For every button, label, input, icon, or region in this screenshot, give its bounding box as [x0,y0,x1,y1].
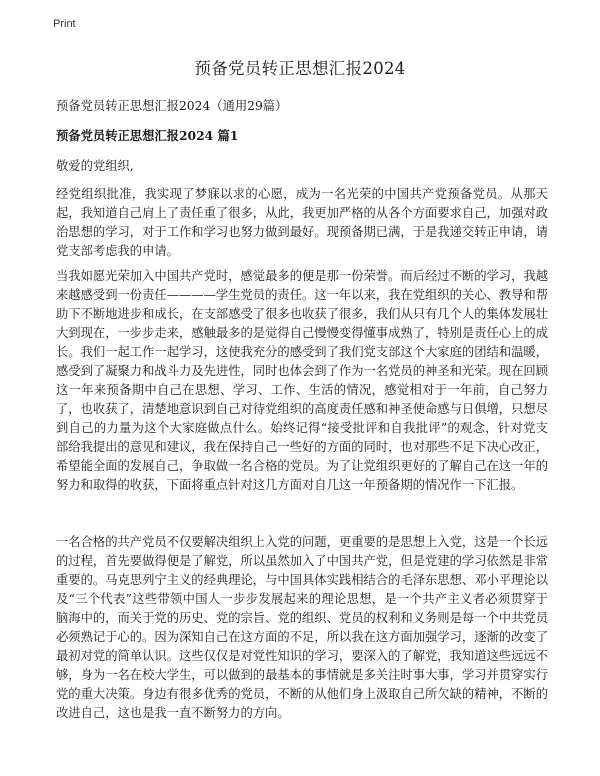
print-button[interactable]: Print [53,18,76,30]
document-subtitle: 预备党员转正思想汇报2024（通用29篇） [56,99,288,113]
salutation: 敬爱的党组织, [56,159,134,173]
section-heading: 预备党员转正思想汇报2024 篇1 [56,128,239,143]
body-paragraph: 一名合格的共产党员不仅要解决组织上入党的问题，更重要的是思想上入党，这是一个长远的过程，首先要做得便是了解党，所以虽然加入了中国共产党，但是党建的学习依然是非常重要的。马克思列宁主义的经典理论，与中国具体实践相结合的毛泽东思想、邓小平理论以及“三个代表”这些带领中国人一步步发展起来的理论思想，是一个共产主义者必须贯穿于脑海中的，而关于党的历史、党的宗旨、党的组织、党员的权利和义务则是每一个中共党员必须熟记于心的。因为深知自己在这方面的不足，所以我在这方面加强学习，逐渐的改变了最初对党的简单认识。这些仅仅是对党性知识的学习，要深入的了解党，我知道这些远远不够，身为一名在校大学生，可以做到的最基本的事情就是多关注时事大事，学习并贯穿实行党的重大决策。身边有很多优秀的党员，不断的从他们身上汲取自己所欠缺的精神，不断的改进自己，这也是我一直不断努力的方向。 [56,535,548,720]
body-paragraph: 经党组织批准，我实现了梦寐以求的心愿，成为一名光荣的中国共产党预备党员。从那天起，我知道自己肩上了责任重了很多，从此，我更加严格的从各个方面要求自己，加强对政治思想的学习，对于工作和学习也努力做到最好。现预备期已满，于是我递交转正申请，请党支部考虑我的申请。 [56,187,548,258]
body-paragraph: 当我如愿光荣加入中国共产党时，感觉最多的便是那一份荣誉。而后经过不断的学习，我越来越感受到一份责任————学生党员的责任。这一年以来，我在党组织的关心、教导和帮助下不断地进步和成长，在支部感受了很多也收获了很多，我们从只有几个人的集体发展壮大到现在，一步步走来，感触最多的是觉得自己慢慢变得懂事成熟了，特别是责任心上的成长。我们一起工作一起学习，这使我充分的感受到了我们党支部这个大家庭的团结和温暖，感受到了凝聚力和战斗力及先进性，同时也体会到了作为一名党员的神圣和光荣。现在回顾这一年来预备期中自己在思想、学习、工作、生活的情况，感觉相对于一年前，自己努力了，也收获了，清楚地意识到自己对待党组织的高度责任感和神圣使命感与日俱增，只想尽到自己的力量为这个大家庭做点什么。始终记得“接受批评和自我批评”的观念，针对党支部给我提出的意见和建议，我在保持自己一些好的方面的同时，也对那些不足下决心改正，希望能全面的发展自己，争取做一名合格的党员。为了让党组织更好的了解自己在这一年的努力和取得的收获，下面将重点针对这几方面对自几这一年预备期的情况作一下汇报。 [56,269,548,492]
document-title: 预备党员转正思想汇报2024 [194,59,406,78]
